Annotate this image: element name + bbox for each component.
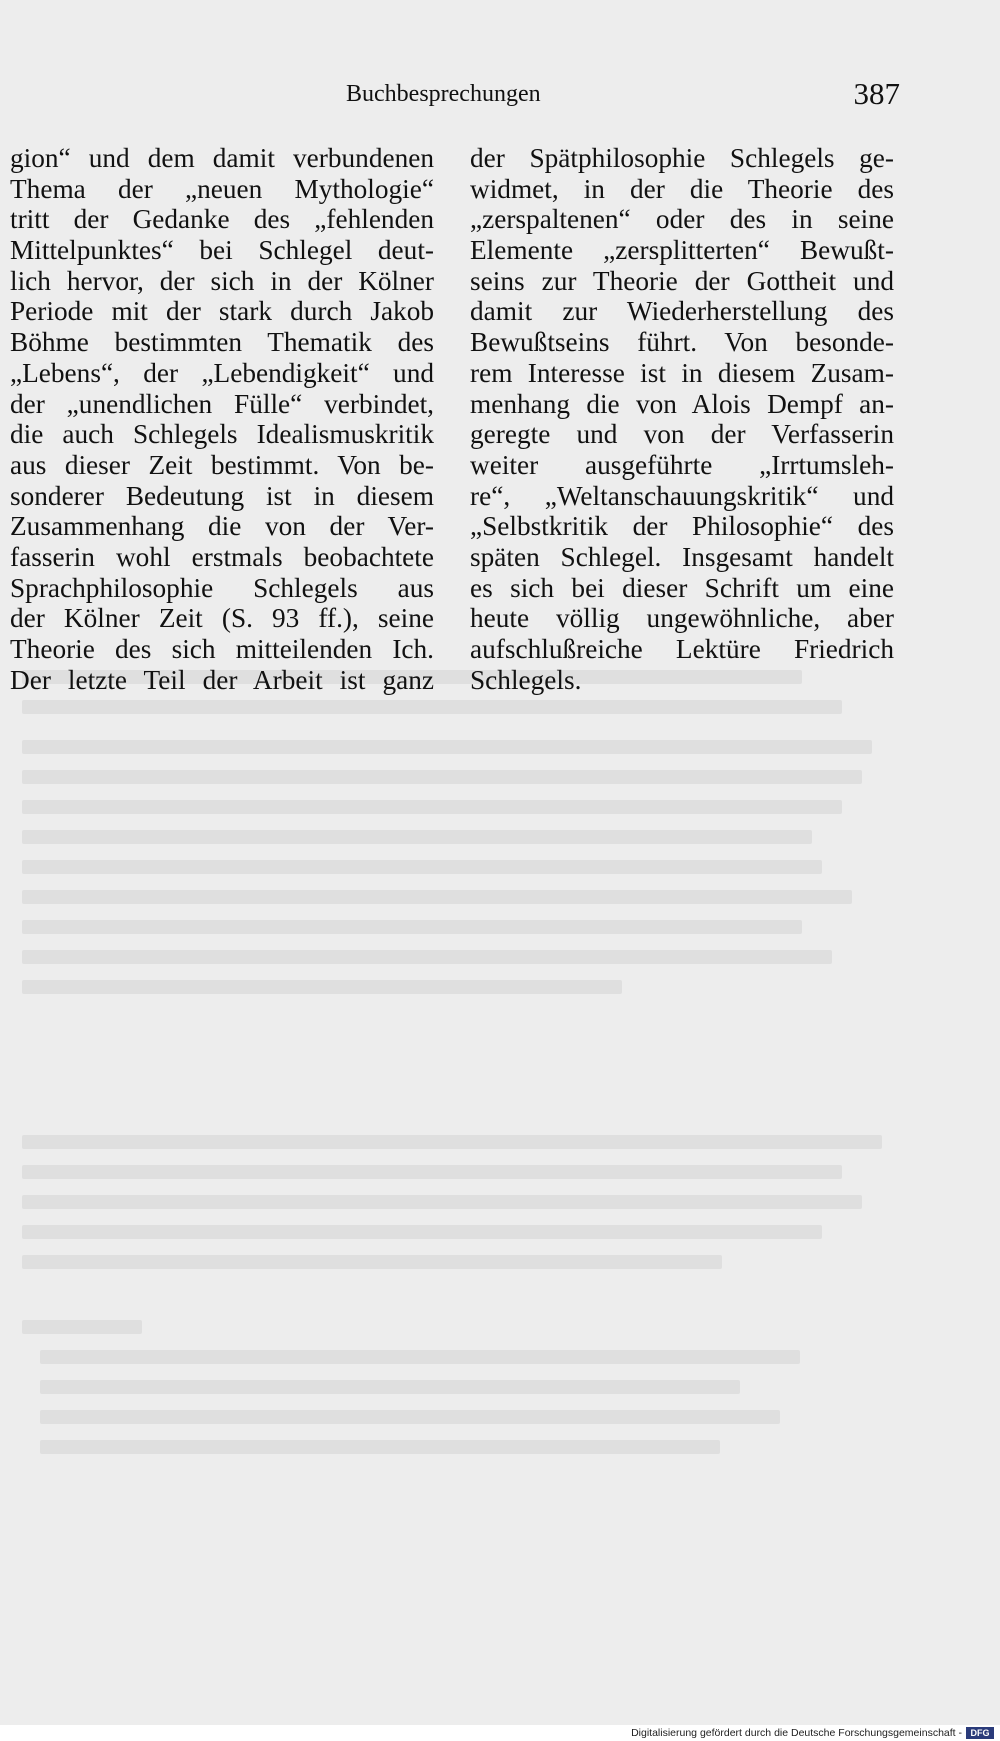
text-line: aus dieser Zeit bestimmt. Von be- — [10, 449, 434, 480]
show-through-line — [22, 860, 822, 874]
show-through-line — [40, 1410, 780, 1424]
text-line: sonderer Bedeutung ist in diesem — [10, 480, 434, 511]
digitization-credit: Digitalisierung gefördert durch die Deutsche Forschungsgemeinschaft - — [631, 1727, 962, 1739]
text-line: Zusammenhang die von der Ver- — [10, 511, 434, 542]
text-line: seins zur Theorie der Gottheit und — [470, 265, 894, 296]
text-line: es sich bei dieser Schrift um eine — [470, 572, 894, 603]
text-line: gion“ und dem damit verbundenen — [10, 143, 434, 173]
text-line: Thema der „neuen Mythologie“ — [10, 173, 434, 204]
show-through-line — [22, 1135, 882, 1149]
show-through-line — [22, 1225, 822, 1239]
text-line: weiter ausgeführte „Irrtumsleh- — [470, 449, 894, 480]
show-through-line — [22, 920, 802, 934]
show-through-line — [40, 1380, 740, 1394]
show-through-line — [22, 950, 832, 964]
show-through-line — [22, 1255, 722, 1269]
text-line: widmet, in der die Theorie des — [470, 173, 894, 204]
page-number: 387 — [853, 76, 900, 111]
show-through-line — [22, 800, 842, 814]
text-line: Mittelpunktes“ bei Schlegel deut- — [10, 235, 434, 266]
page-header — [0, 74, 1000, 114]
text-line: der Spätphilosophie Schlegels ge- — [470, 143, 894, 173]
text-line: fasserin wohl erstmals beobachtete — [10, 541, 434, 572]
text-line: Elemente „zersplitterten“ Bewußt- — [470, 235, 894, 266]
text-line: geregte und von der Verfasserin — [470, 419, 894, 450]
text-line: Theorie des sich mitteilenden Ich. — [10, 634, 434, 664]
text-line: lich hervor, der sich in der Kölner — [10, 265, 434, 296]
text-line: Bewußtseins führt. Von besonde- — [470, 327, 894, 358]
show-through-line — [22, 1195, 862, 1209]
show-through-line — [22, 700, 842, 714]
show-through-line — [40, 1440, 720, 1454]
text-line: späten Schlegel. Insgesamt handelt — [470, 541, 894, 572]
text-line: rem Interesse ist in diesem Zusam- — [470, 357, 894, 388]
text-line: aufschlußreiche Lektüre Friedrich — [470, 634, 894, 664]
text-line: Sprachphilosophie Schlegels aus — [10, 572, 434, 603]
text-line: „Selbstkritik der Philosophie“ des — [470, 511, 894, 542]
show-through-line — [22, 1320, 142, 1334]
show-through-line — [22, 980, 622, 994]
text-line: re“, „Weltanschauungskritik“ und — [470, 480, 894, 511]
text-line: heute völlig ungewöhnliche, aber — [470, 603, 894, 634]
text-line: Böhme bestimmten Thematik des — [10, 327, 434, 358]
show-through-line — [40, 1350, 800, 1364]
text-line: „zerspaltenen“ oder des in seine — [470, 204, 894, 235]
text-line: Schlegels. — [470, 664, 582, 695]
text-line: Periode mit der stark durch Jakob — [10, 296, 434, 327]
running-title: Buchbesprechungen — [346, 81, 541, 107]
text-line: die auch Schlegels Idealismuskritik — [10, 419, 434, 450]
text-line: Der letzte Teil der Arbeit ist ganz — [10, 664, 434, 695]
text-line: damit zur Wiederherstellung des — [470, 296, 894, 327]
left-text-column — [10, 143, 434, 695]
text-line: der Kölner Zeit (S. 93 ff.), seine — [10, 603, 434, 634]
show-through-line — [22, 740, 872, 754]
text-line: menhang die von Alois Dempf an- — [470, 388, 894, 419]
right-text-column — [470, 143, 894, 695]
show-through-line — [22, 1165, 842, 1179]
show-through-line — [22, 890, 852, 904]
text-line: „Lebens“, der „Lebendigkeit“ und — [10, 357, 434, 388]
show-through-line — [22, 770, 862, 784]
dfg-logo: DFG — [966, 1727, 994, 1739]
text-line: der „unendlichen Fülle“ verbindet, — [10, 388, 434, 419]
text-line: tritt der Gedanke des „fehlenden — [10, 204, 434, 235]
show-through-line — [22, 830, 812, 844]
